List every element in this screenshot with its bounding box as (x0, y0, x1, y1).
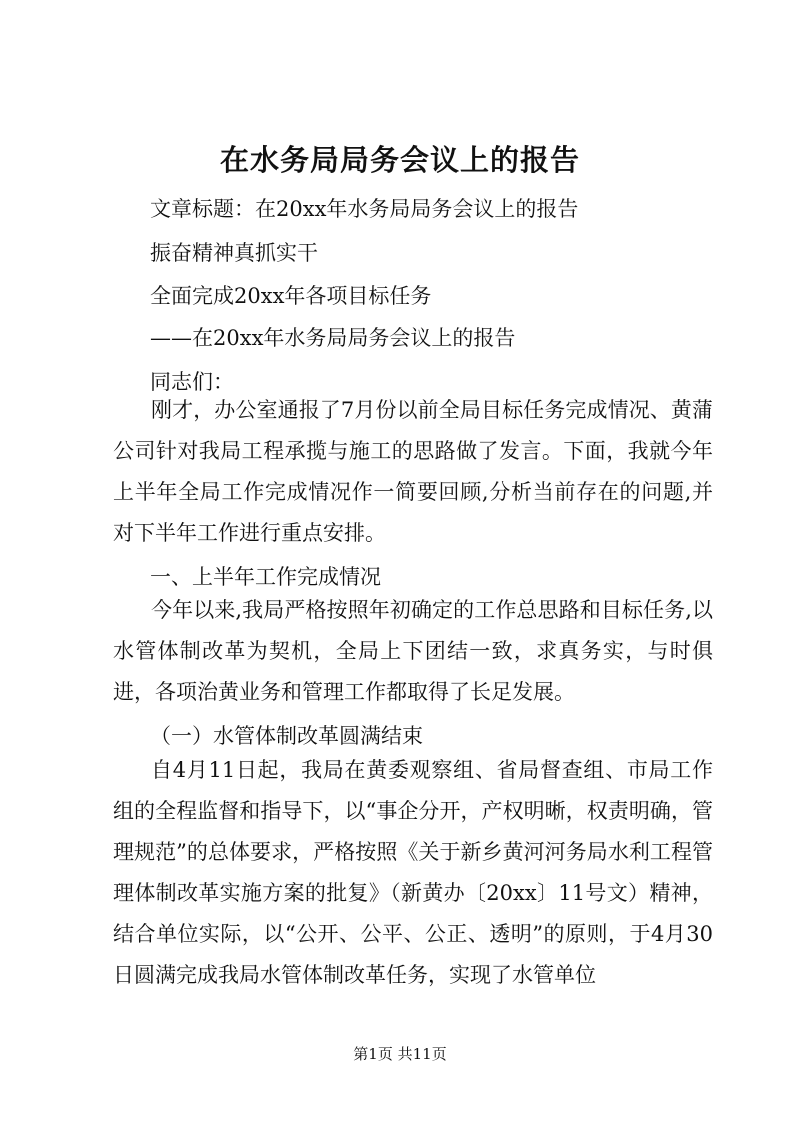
document-title: 在水务局局务会议上的报告 (219, 143, 580, 177)
article-title-line: 文章标题：在20xx年水务局局务会议上的报告 (150, 197, 579, 221)
subtitle-line-3: ——在20xx年水务局局务会议上的报告 (150, 326, 516, 350)
section-heading-1: 一、上半年工作完成情况 (150, 565, 381, 589)
page-footer: 第1页 共11页 (353, 1045, 447, 1063)
paragraph-reform: 自4月11日起，我局在黄委观察组、省局督查组、市局工作组的全程监督和指导下，以“事企分开，产权明晰，权责明确，管理规范”的总体要求，严格按照《关于新乡黄河河务局水利工程管理体制改革实施方案的批复》（新黄办〔20xx〕11号文）精神，结合单位实际，以“公开、公平、公正、透明”的原则，于4月30日圆满完成我局水管体制改革任务，实现了水管单位 (113, 758, 713, 987)
subtitle-line-1: 振奋精神真抓实干 (150, 241, 318, 265)
section-heading-2: （一）水管体制改革圆满结束 (150, 724, 423, 748)
paragraph-overview: 今年以来,我局严格按照年初确定的工作总思路和目标任务,以水管体制改革为契机，全局上下团结一致，求真务实，与时俱进，各项治黄业务和管理工作都取得了长足发展。 (113, 598, 713, 704)
paragraph-intro: 刚才，办公室通报了7月份以前全局目标任务完成情况、黄蒲公司针对我局工程承揽与施工的思路做了发言。下面，我就今年上半年全局工作完成情况作一简要回顾,分析当前存在的问题,并对下半年工作进行重点安排。 (113, 398, 713, 545)
salutation: 同志们： (150, 370, 234, 394)
subtitle-line-2: 全面完成20xx年各项目标任务 (150, 284, 432, 308)
